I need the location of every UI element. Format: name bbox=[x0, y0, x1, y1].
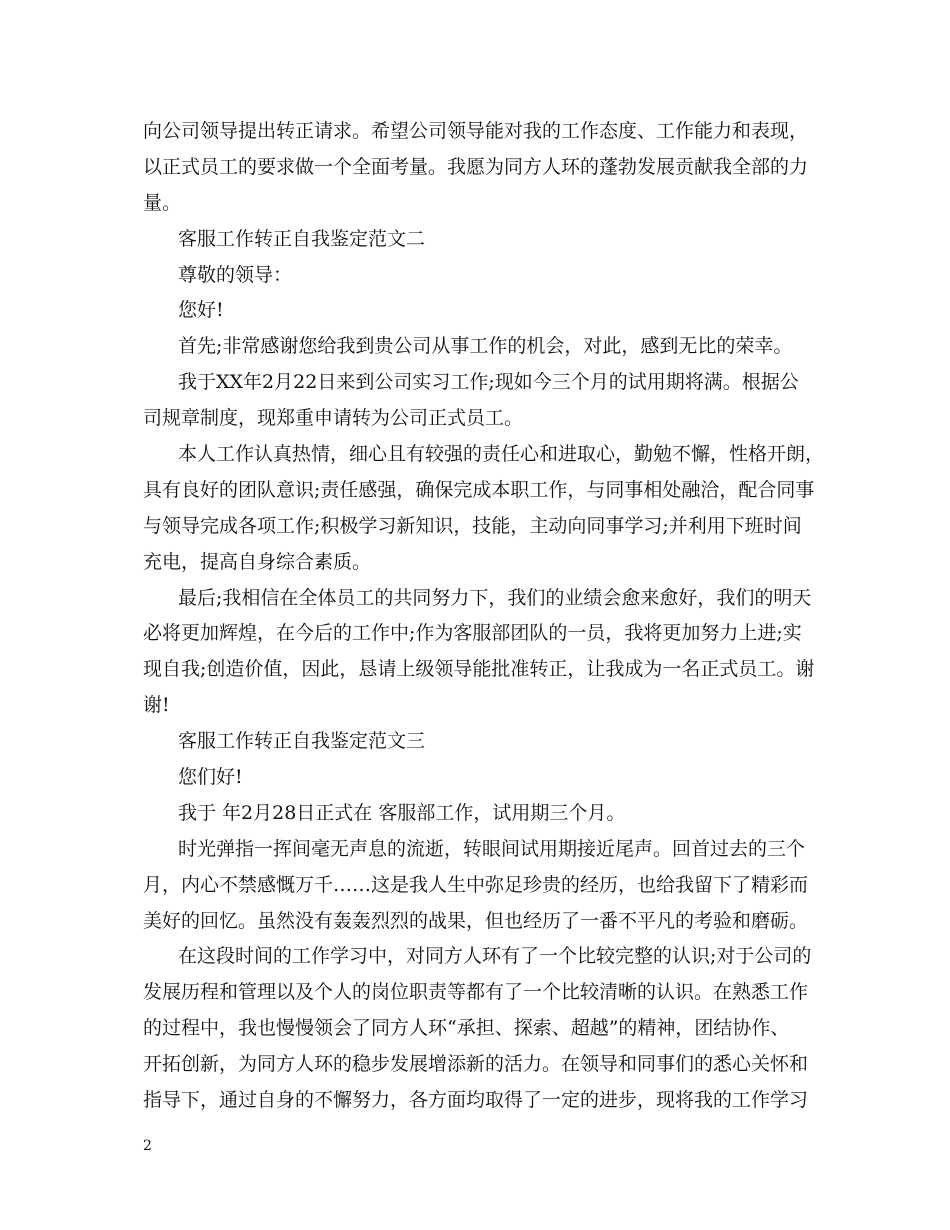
text-line: 指导下，通过自身的不懈努力，各方面均取得了一定的进步，现将我的工作学习 bbox=[143, 1089, 809, 1112]
text-line: 司规章制度，现郑重申请转为公司正式员工。 bbox=[143, 407, 524, 430]
text-line: 月，内心不禁感慨万千……这是我人生中弥足珍贵的经历，也给我留下了精彩而 bbox=[143, 873, 809, 896]
text-line: 客服工作转正自我鉴定范文三 bbox=[178, 730, 426, 753]
text-line: 美好的回忆。虽然没有轰轰烈烈的战果，但也经历了一番不平凡的考验和磨砺。 bbox=[143, 909, 809, 932]
text-line: 向公司领导提出转正请求。希望公司领导能对我的工作态度、工作能力和表现， bbox=[143, 120, 809, 142]
text-line: 时光弹指一挥间毫无声息的流逝，转眼间试用期接近尾声。回首过去的三个 bbox=[178, 837, 806, 860]
page-number: 2 bbox=[143, 1138, 152, 1154]
document-body bbox=[143, 114, 825, 1119]
text-line: 尊敬的领导： bbox=[178, 263, 293, 286]
text-line: 具有良好的团队意识;责任感强，确保完成本职工作，与同事相处融洽，配合同事 bbox=[143, 478, 815, 501]
text-line: 现自我;创造价值，因此，恳请上级领导能批准转正，让我成为一名正式员工。谢 bbox=[143, 658, 815, 681]
text-line: 客服工作转正自我鉴定范文二 bbox=[178, 227, 426, 250]
text-line: 您好! bbox=[178, 299, 224, 322]
text-line: 首先;非常感谢您给我到贵公司从事工作的机会，对此，感到无比的荣幸。 bbox=[178, 335, 793, 358]
text-line: 谢! bbox=[143, 694, 170, 717]
text-line: 量。 bbox=[143, 191, 182, 214]
text-line: 发展历程和管理以及个人的岗位职责等都有了一个比较清晰的认识。在熟悉工作 bbox=[143, 981, 809, 1004]
text-line: 开拓创新，为同方人环的稳步发展增添新的活力。在领导和同事们的悉心关怀和 bbox=[143, 1053, 809, 1076]
text-line: 必将更加辉煌，在今后的工作中;作为客服部团队的一员，我将更加努力上进;实 bbox=[143, 622, 802, 645]
text-line: 您们好! bbox=[178, 766, 243, 789]
text-line: 以正式员工的要求做一个全面考量。我愿为同方人环的蓬勃发展贡献我全部的力 bbox=[143, 155, 809, 178]
text-line: 最后;我相信在全体员工的共同努力下，我们的业绩会愈来愈好，我们的明天 bbox=[178, 586, 812, 609]
text-line: 我于XX年2月22日来到公司实习工作;现如今三个月的试用期将满。根据公 bbox=[178, 371, 799, 394]
text-line: 我于 年2月28日正式在 客服部工作，试用期三个月。 bbox=[178, 801, 626, 824]
text-line: 充电，提高自身综合素质。 bbox=[143, 550, 372, 573]
text-line: 本人工作认真热情，细心且有较强的责任心和进取心，勤勉不懈，性格开朗， bbox=[178, 443, 825, 466]
text-line: 的过程中，我也慢慢领会了同方人环“承担、探索、超越”的精神，团结协作、 bbox=[143, 1017, 790, 1040]
text-line: 在这段时间的工作学习中，对同方人环有了一个比较完整的认识;对于公司的 bbox=[178, 945, 812, 968]
text-line: 与领导完成各项工作;积极学习新知识，技能，主动向同事学习;并利用下班时间 bbox=[143, 514, 802, 537]
